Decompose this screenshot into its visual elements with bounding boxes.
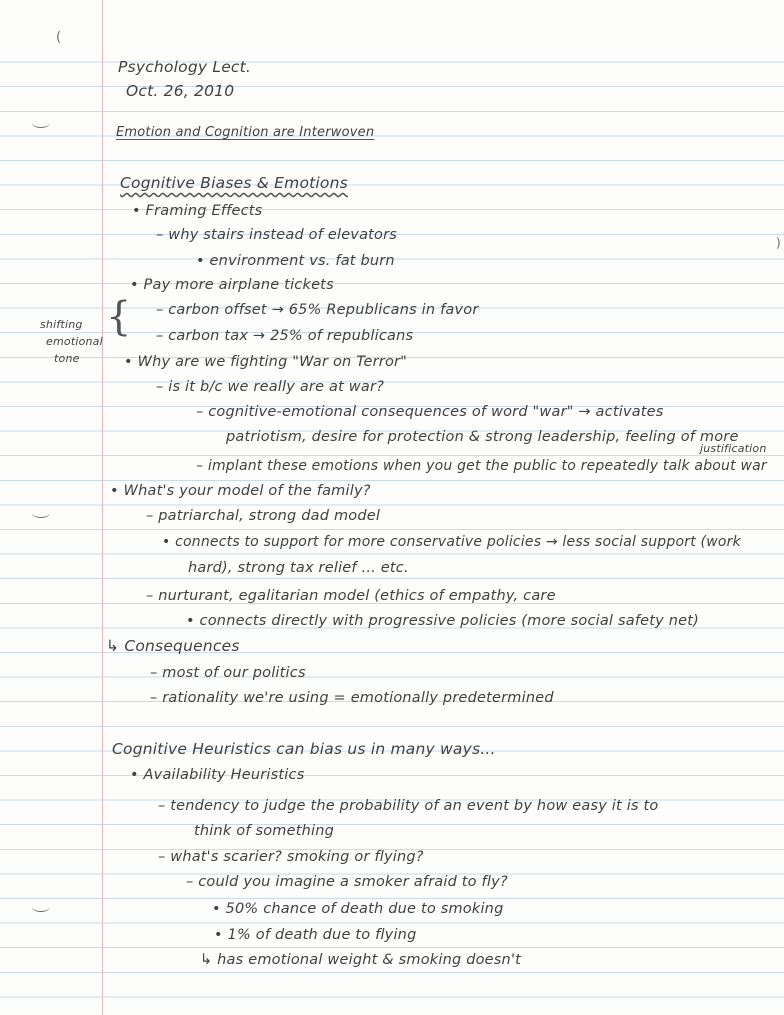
- page-top-margin: [0, 0, 784, 36]
- note-line: • connects to support for more conservative policies → less social support (work: [162, 534, 741, 550]
- note-line: ↳ has emotional weight & smoking doesn't: [200, 952, 522, 968]
- note-line: • Pay more airplane tickets: [130, 277, 334, 293]
- note-line: – rationality we're using = emotionally predetermined: [150, 690, 554, 706]
- note-line: – why stairs instead of elevators: [156, 227, 398, 243]
- note-line: – most of our politics: [150, 665, 306, 681]
- margin-note: shifting: [40, 318, 83, 331]
- margin-line: [102, 0, 103, 1015]
- section-heading: Emotion and Cognition are Interwoven: [116, 125, 375, 140]
- margin-note: tone: [54, 352, 80, 365]
- note-line: ↳ Consequences: [106, 637, 240, 655]
- note-line: patriotism, desire for protection & strong leadership, feeling of more: [226, 429, 739, 445]
- punch-hole-mark: [32, 118, 50, 128]
- note-line: • 50% chance of death due to smoking: [212, 901, 504, 917]
- note-line: – patriarchal, strong dad model: [146, 508, 381, 524]
- note-line: • 1% of death due to flying: [214, 927, 417, 943]
- note-line: – tendency to judge the probability of an event by how easy it is to: [158, 798, 659, 814]
- note-line: hard), strong tax relief ... etc.: [188, 560, 409, 576]
- note-line: – what's scarier? smoking or flying?: [158, 849, 424, 865]
- page-corner-mark: (: [56, 30, 62, 45]
- note-line: – cognitive-emotional consequences of word "war" → activates: [196, 404, 664, 420]
- punch-hole-mark: [32, 902, 50, 912]
- margin-note: emotional: [46, 335, 103, 348]
- topic-heading: Cognitive Biases & Emotions: [120, 174, 348, 192]
- note-annotation: justification: [700, 442, 767, 455]
- note-date: Oct. 26, 2010: [126, 82, 235, 100]
- topic-heading: Cognitive Heuristics can bias us in many ways...: [112, 740, 496, 758]
- note-line: think of something: [194, 823, 335, 839]
- punch-hole-mark: [32, 508, 50, 518]
- note-line: • Why are we fighting "War on Terror": [124, 354, 408, 370]
- note-line: • What's your model of the family?: [110, 483, 371, 499]
- note-title: Psychology Lect.: [118, 58, 252, 76]
- stray-tick-mark: ): [776, 236, 781, 250]
- note-line: • Framing Effects: [132, 203, 263, 219]
- note-line: – carbon offset → 65% Republicans in favor: [156, 302, 479, 318]
- note-line: – carbon tax → 25% of republicans: [156, 328, 414, 344]
- note-line: – could you imagine a smoker afraid to fly?: [186, 874, 508, 890]
- note-line: • Availability Heuristics: [130, 767, 305, 783]
- note-line: • connects directly with progressive policies (more social safety net): [186, 613, 699, 629]
- bracket-brace: {: [106, 294, 132, 340]
- note-line: – implant these emotions when you get the public to repeatedly talk about war: [196, 458, 767, 474]
- note-line: – nurturant, egalitarian model (ethics of empathy, care: [146, 588, 556, 604]
- note-line: – is it b/c we really are at war?: [156, 379, 385, 395]
- note-line: • environment vs. fat burn: [196, 253, 395, 269]
